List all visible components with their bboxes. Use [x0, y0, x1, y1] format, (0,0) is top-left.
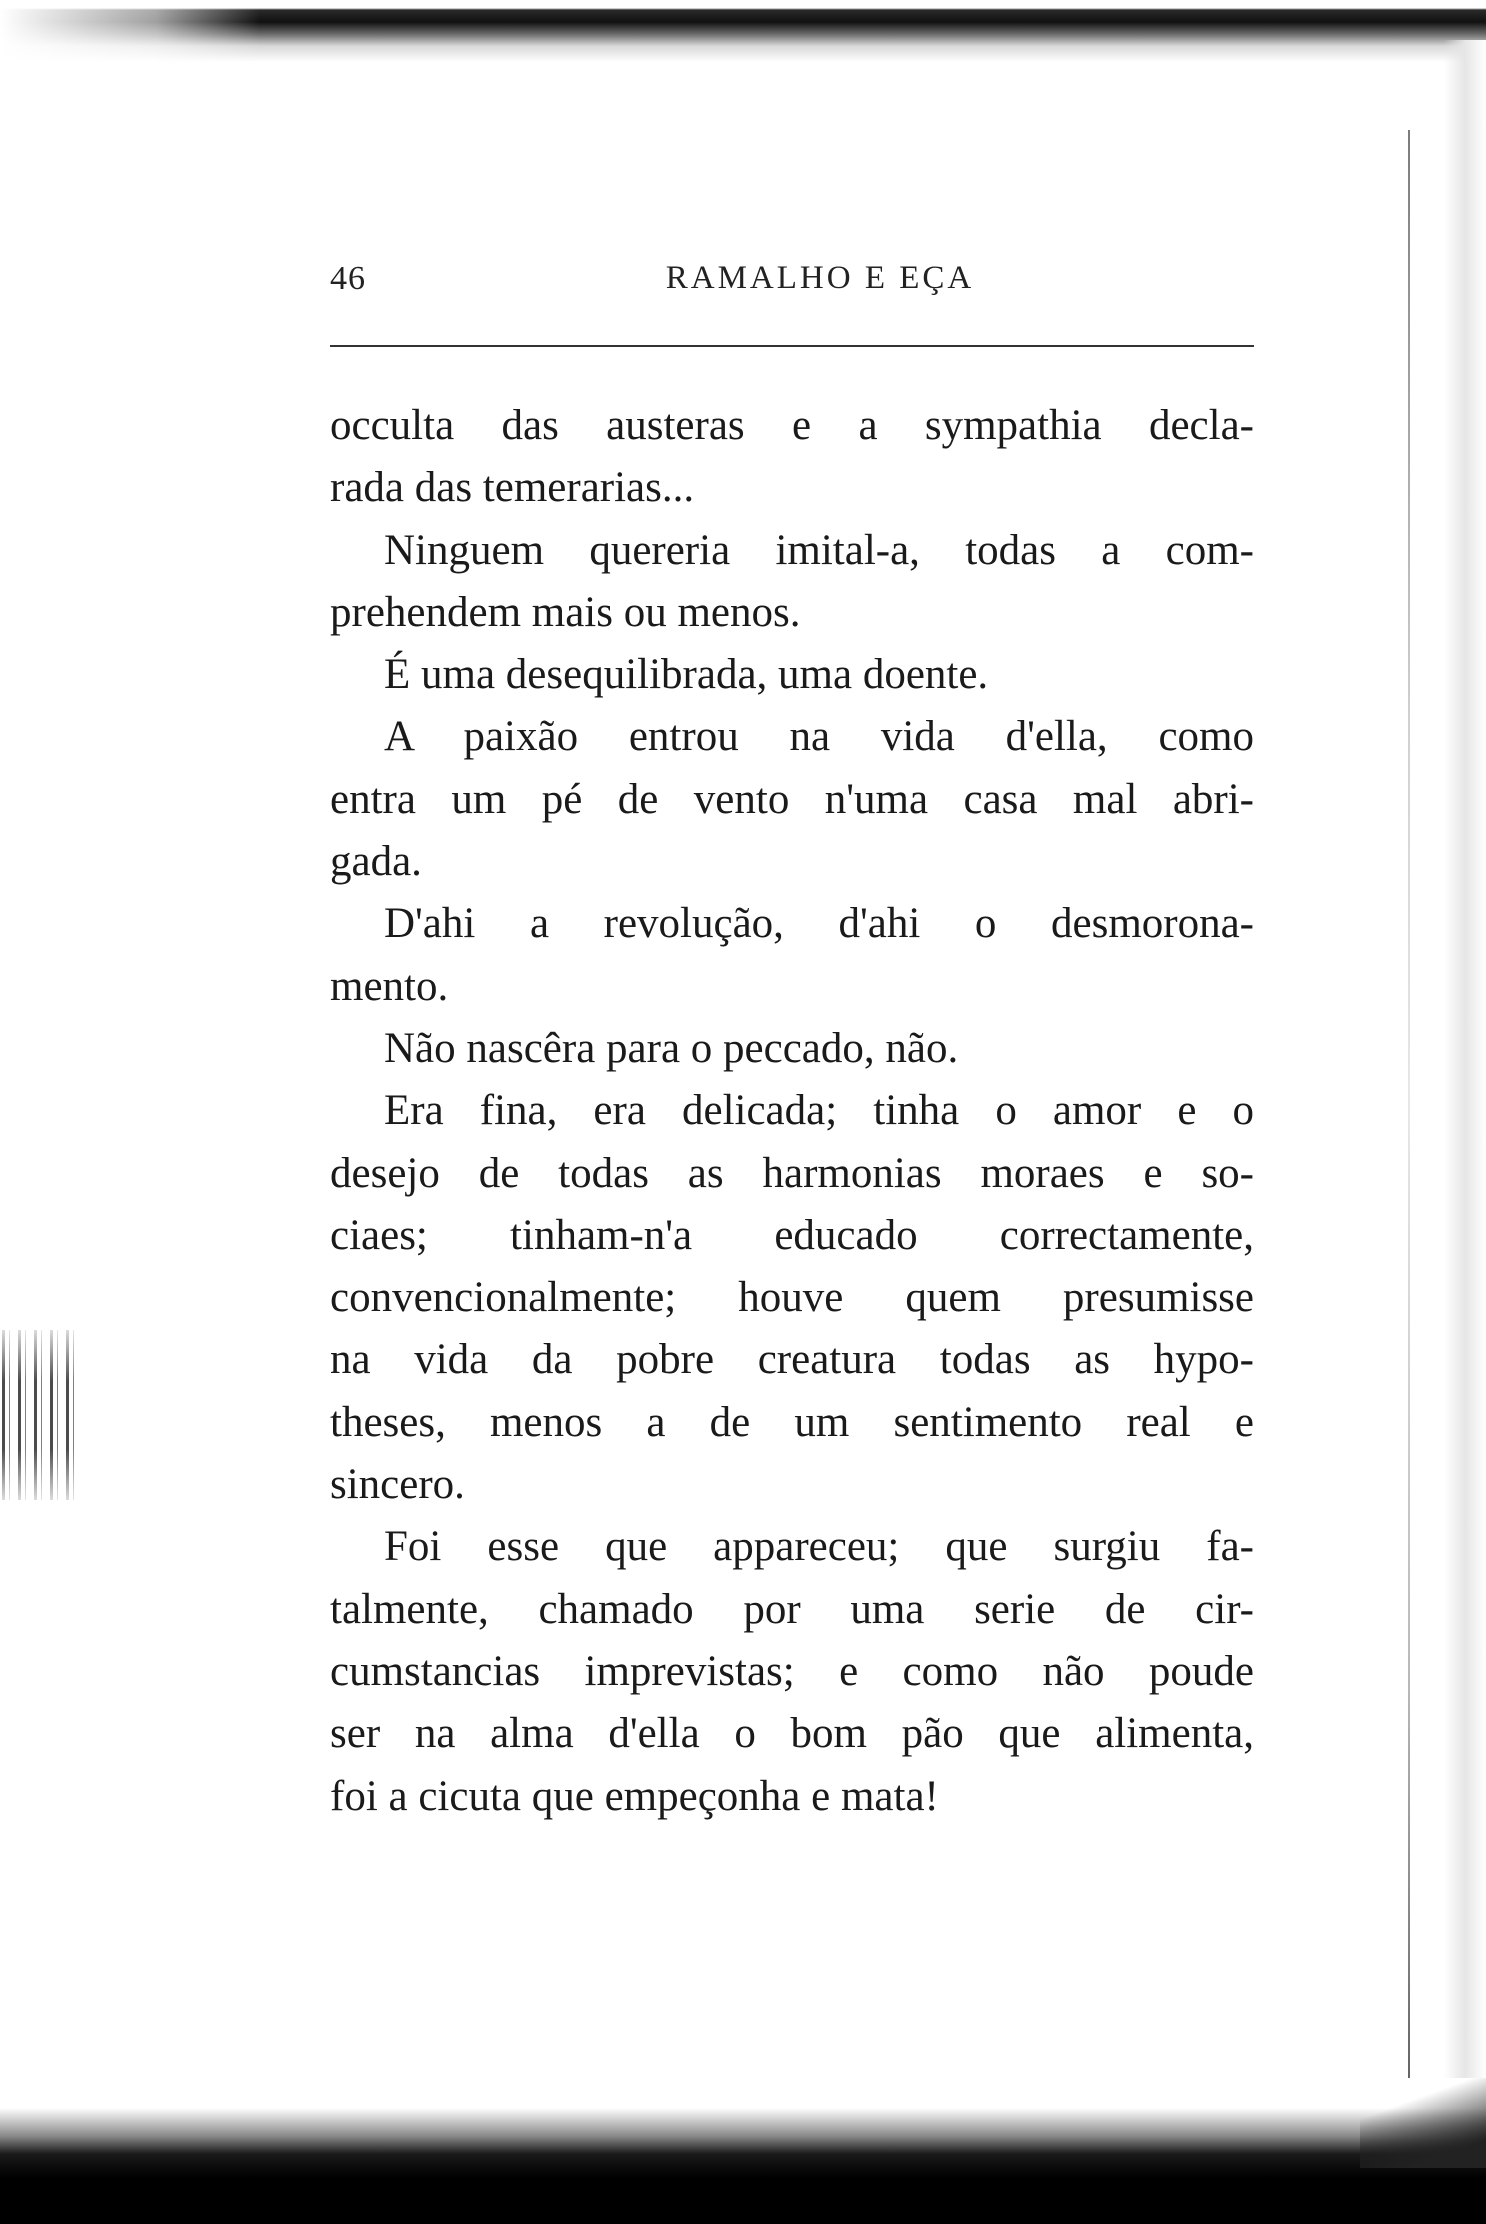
text-line: talmente, chamado por uma serie de cir-	[330, 1585, 1254, 1633]
text-line: A paixão entrou na vida d'ella, como	[384, 713, 1254, 761]
text-line: foi a cicuta que empeçonha e mata!	[330, 1772, 939, 1820]
text-line: theses, menos a de um sentimento real e	[330, 1398, 1254, 1446]
text-line: prehendem mais ou menos.	[330, 588, 801, 636]
text-line: Foi esse que appareceu; que surgiu fa-	[384, 1523, 1254, 1571]
scan-left-bleed-marks	[2, 1330, 82, 1500]
text-line: sincero.	[330, 1461, 465, 1509]
text-line: na vida da pobre creatura todas as hypo-	[330, 1336, 1254, 1384]
scan-bottom-shadow	[0, 2078, 1486, 2224]
text-line: Não nascêra para o peccado, não.	[384, 1024, 959, 1072]
text-line: É uma desequilibrada, uma doente.	[384, 651, 989, 699]
text-line: ciaes; tinham-n'a educado correctamente,	[330, 1211, 1254, 1259]
text-line: Ninguem quereria imital-a, todas a com-	[384, 526, 1254, 574]
body-text	[330, 395, 1254, 1828]
header-rule	[330, 345, 1254, 347]
text-line: entra um pé de vento n'uma casa mal abri-	[330, 775, 1254, 823]
page-number: 46	[330, 260, 366, 297]
running-head	[330, 250, 1254, 310]
scan-top-shadow	[0, 0, 1486, 62]
text-line: mento.	[330, 962, 449, 1010]
text-line: convencionalmente; houve quem presumisse	[330, 1274, 1254, 1322]
text-line: cumstancias imprevistas; e como não poude	[330, 1647, 1254, 1695]
text-line: gada.	[330, 838, 422, 886]
text-line: occulta das austeras e a sympathia decla-	[330, 402, 1254, 449]
text-line: desejo de todas as harmonias moraes e so-	[330, 1149, 1254, 1197]
running-title: RAMALHO E EÇA	[665, 260, 975, 296]
scan-right-edge-shadow	[1416, 40, 1486, 2160]
text-line: Era fina, era delicada; tinha o amor e o	[384, 1087, 1254, 1135]
scan-right-binding-line	[1408, 130, 1410, 2080]
text-line: rada das temerarias...	[330, 464, 695, 512]
text-line: D'ahi a revolução, d'ahi o desmorona-	[384, 900, 1254, 948]
text-line: ser na alma d'ella o bom pão que alimenta,	[330, 1710, 1254, 1758]
